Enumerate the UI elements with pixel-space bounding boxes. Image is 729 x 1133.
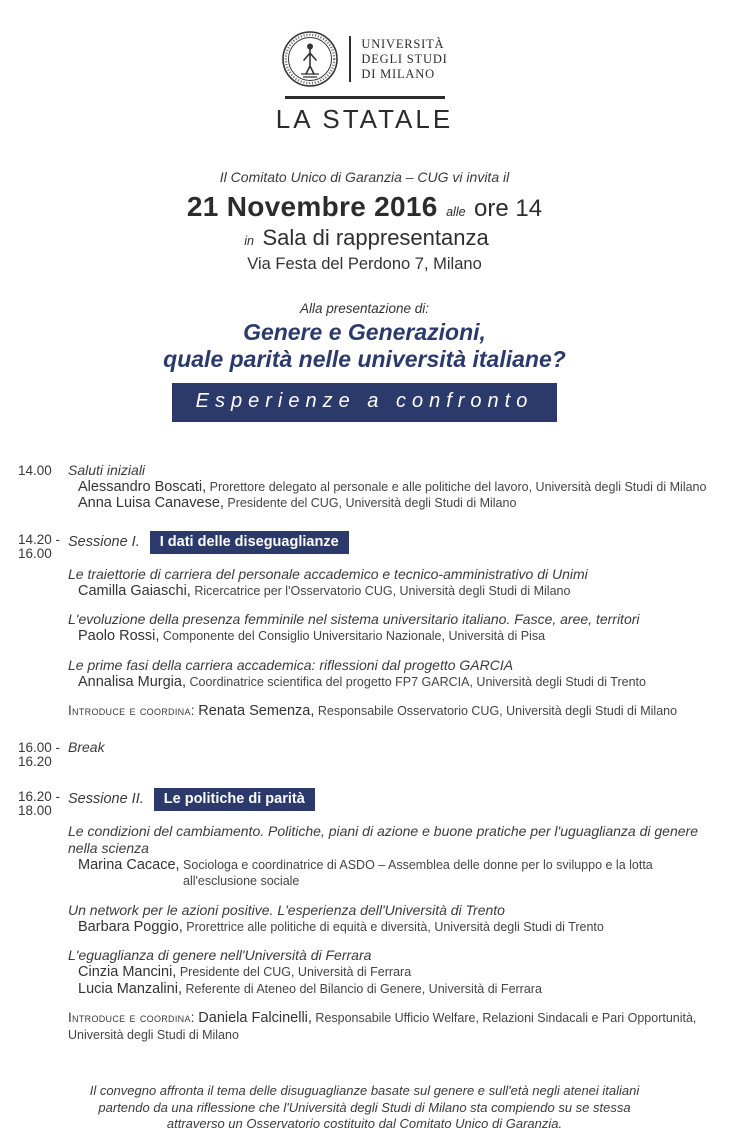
- speaker-line: [68, 583, 725, 600]
- session-header: [68, 531, 725, 554]
- session-badge: Le politiche di parità: [154, 788, 315, 811]
- university-seal-icon: [281, 30, 339, 88]
- event-time: ore 14: [474, 194, 543, 222]
- speaker-name: Alessandro Boscati,: [78, 478, 207, 495]
- speaker-role: Prorettore delegato al personale e alle politiche del lavoro, Università degli Studi di Milano: [209, 479, 707, 494]
- schedule-block-opening: [18, 462, 725, 512]
- block-content: [68, 531, 725, 720]
- coordinator-line: [68, 703, 725, 720]
- invite-intro: Il Comitato Unico di Garanzia – CUG vi invita il: [219, 168, 510, 185]
- time-start: 16.00 -: [18, 739, 61, 755]
- speaker-line: [68, 981, 725, 998]
- talk-item: [68, 611, 725, 645]
- event-date: 21 Novembre 2016: [186, 190, 438, 222]
- schedule-block-session2: [18, 788, 725, 1044]
- university-name-line: UNIVERSITÀ: [361, 36, 445, 51]
- session-label: Sessione I.: [68, 534, 140, 550]
- coordinator-name: Daniela Falcinelli,: [198, 1010, 312, 1026]
- speaker-line: [68, 857, 725, 890]
- in-word: in: [244, 233, 254, 248]
- banner-wrap: [0, 383, 729, 422]
- speaker-role: Prorettrice alle politiche di equità e diversità, Università degli Studi di Trento: [186, 919, 604, 934]
- talk-item: [68, 566, 725, 600]
- talk-item: [68, 902, 725, 936]
- university-name: [361, 37, 447, 82]
- speaker-name: Cinzia Mancini,: [78, 964, 177, 980]
- speaker-name: Anna Luisa Canavese,: [78, 495, 224, 511]
- logo-seal-row: [0, 30, 729, 88]
- time-end: 16.00: [18, 545, 52, 561]
- speaker-role: Referente di Ateneo del Bilancio di Genere, Università di Ferrara: [185, 981, 542, 996]
- coordinator-label: Introduce e coordina:: [68, 703, 195, 718]
- coordinator-label: Introduce e coordina:: [68, 1010, 195, 1025]
- session-label: Sessione II.: [68, 791, 144, 807]
- venue-line: [0, 225, 729, 251]
- logo-vertical-divider: [349, 36, 351, 82]
- speaker-role: Presidente del CUG, Università di Ferrara: [179, 965, 412, 979]
- time-slot: [18, 788, 68, 1044]
- talk-title: Le condizioni del cambiamento. Politiche, piani di azione e buone pratiche per l'uguaglianza di genere nella scienza: [68, 822, 698, 856]
- schedule-block-break: [18, 739, 725, 769]
- coordinator-name: Renata Semenza,: [198, 703, 315, 719]
- speaker-name: Marina Cacace,: [78, 856, 180, 873]
- speaker-line: [68, 628, 725, 645]
- speaker-name: Camilla Gaiaschi,: [78, 582, 191, 599]
- talk-title: Le prime fasi della carriera accademica: riflessioni dal progetto GARCIA: [68, 656, 514, 673]
- speaker-line: [68, 479, 725, 496]
- talk-title: Un network per le azioni positive. L'esperienza dell'Università di Trento: [68, 901, 505, 918]
- abstract-text: Il convegno affronta il tema delle disuguaglianze basate sul genere e sull'età negli atenei italiani partendo da una riflessione che l'Università degli Studi di Milano sta compiendo su se stessa attraverso un Osservatorio costituito dal Comitato Unico di Garanzia.: [89, 1083, 640, 1131]
- university-name-line: DEGLI STUDI: [361, 51, 448, 66]
- speaker-name: Annalisa Murgia,: [78, 673, 186, 690]
- time-start: 14.20 -: [18, 531, 61, 547]
- coordinator-role: Responsabile Osservatorio CUG, Università degli Studi di Milano: [317, 704, 678, 718]
- talk-title: L'evoluzione della presenza femminile nel sistema universitario italiano. Fasce, aree, territori: [68, 611, 640, 627]
- time-slot: [18, 462, 68, 512]
- time-value: 14.00: [18, 462, 52, 478]
- venue-name: Sala di rappresentanza: [262, 224, 489, 250]
- time-slot: [18, 739, 68, 769]
- talk-title: L'eguaglianza di genere nell'Università di Ferrara: [68, 947, 372, 963]
- speaker-role: Presidente del CUG, Università degli Studi di Milano: [227, 496, 517, 510]
- brand-la-statale: LA STATALE: [275, 103, 454, 134]
- event-title-line2: quale parità nelle università italiane?: [163, 345, 566, 372]
- talk-item: [68, 947, 725, 997]
- subtitle-banner: Esperienze a confronto: [172, 383, 558, 422]
- block-content: [68, 462, 725, 512]
- speaker-line: [68, 495, 725, 512]
- event-title-line1: Genere e Generazioni,: [243, 318, 486, 345]
- speaker-line: [68, 919, 725, 936]
- speaker-name: Barbara Poggio,: [78, 918, 183, 935]
- event-title: [0, 319, 729, 373]
- date-line: [0, 191, 729, 223]
- program-schedule: [0, 462, 729, 1044]
- university-name-line: DI MILANO: [361, 66, 435, 81]
- speaker-role: Coordinatrice scientifica del progetto FP7 GARCIA, Università degli Studi di Trento: [189, 674, 646, 689]
- presentation-label: Alla presentazione di:: [299, 300, 430, 316]
- talk-title: Le traiettorie di carriera del personale accademico e tecnico-amministrativo di Unimi: [68, 565, 588, 582]
- session-header: [68, 788, 725, 811]
- time-start: 16.20 -: [18, 788, 61, 804]
- speaker-name: Lucia Manzalini,: [78, 980, 182, 997]
- time-end: 18.00: [18, 802, 52, 818]
- university-logo: [0, 0, 729, 135]
- speaker-name: Paolo Rossi,: [78, 628, 160, 644]
- speaker-line: [68, 964, 725, 981]
- venue-address: Via Festa del Perdono 7, Milano: [247, 254, 482, 273]
- speaker-role: Ricercatrice per l'Osservatorio CUG, Università degli Studi di Milano: [194, 583, 571, 598]
- abstract-footer: [0, 1083, 729, 1133]
- speaker-role: Componente del Consiglio Universitario Nazionale, Università di Pisa: [162, 629, 546, 643]
- time-end: 16.20: [18, 753, 52, 769]
- coordinator-role: Responsabile Ufficio Welfare, Relazioni Sindacali e Pari Opportunità, Università degli Studi di Milano: [68, 1011, 697, 1042]
- logo-horizontal-rule: [285, 96, 445, 99]
- block-content: [68, 739, 725, 769]
- alle-word: alle: [446, 204, 466, 219]
- session-badge: I dati delle diseguaglianze: [150, 531, 349, 554]
- coordinator-line: [68, 1010, 725, 1043]
- invitation-header: [0, 169, 729, 422]
- speaker-line: [68, 674, 725, 691]
- block-content: [68, 788, 725, 1044]
- break-label: Break: [68, 738, 105, 755]
- schedule-block-session1: [18, 531, 725, 720]
- talk-item: [68, 657, 725, 691]
- time-slot: [18, 531, 68, 720]
- talk-item: [68, 823, 725, 890]
- talk-title: Saluti iniziali: [68, 461, 146, 478]
- speaker-role: Sociologa e coordinatrice di ASDO – Assemblea delle donne per lo sviluppo e la lotta all'esclusione sociale: [183, 857, 653, 888]
